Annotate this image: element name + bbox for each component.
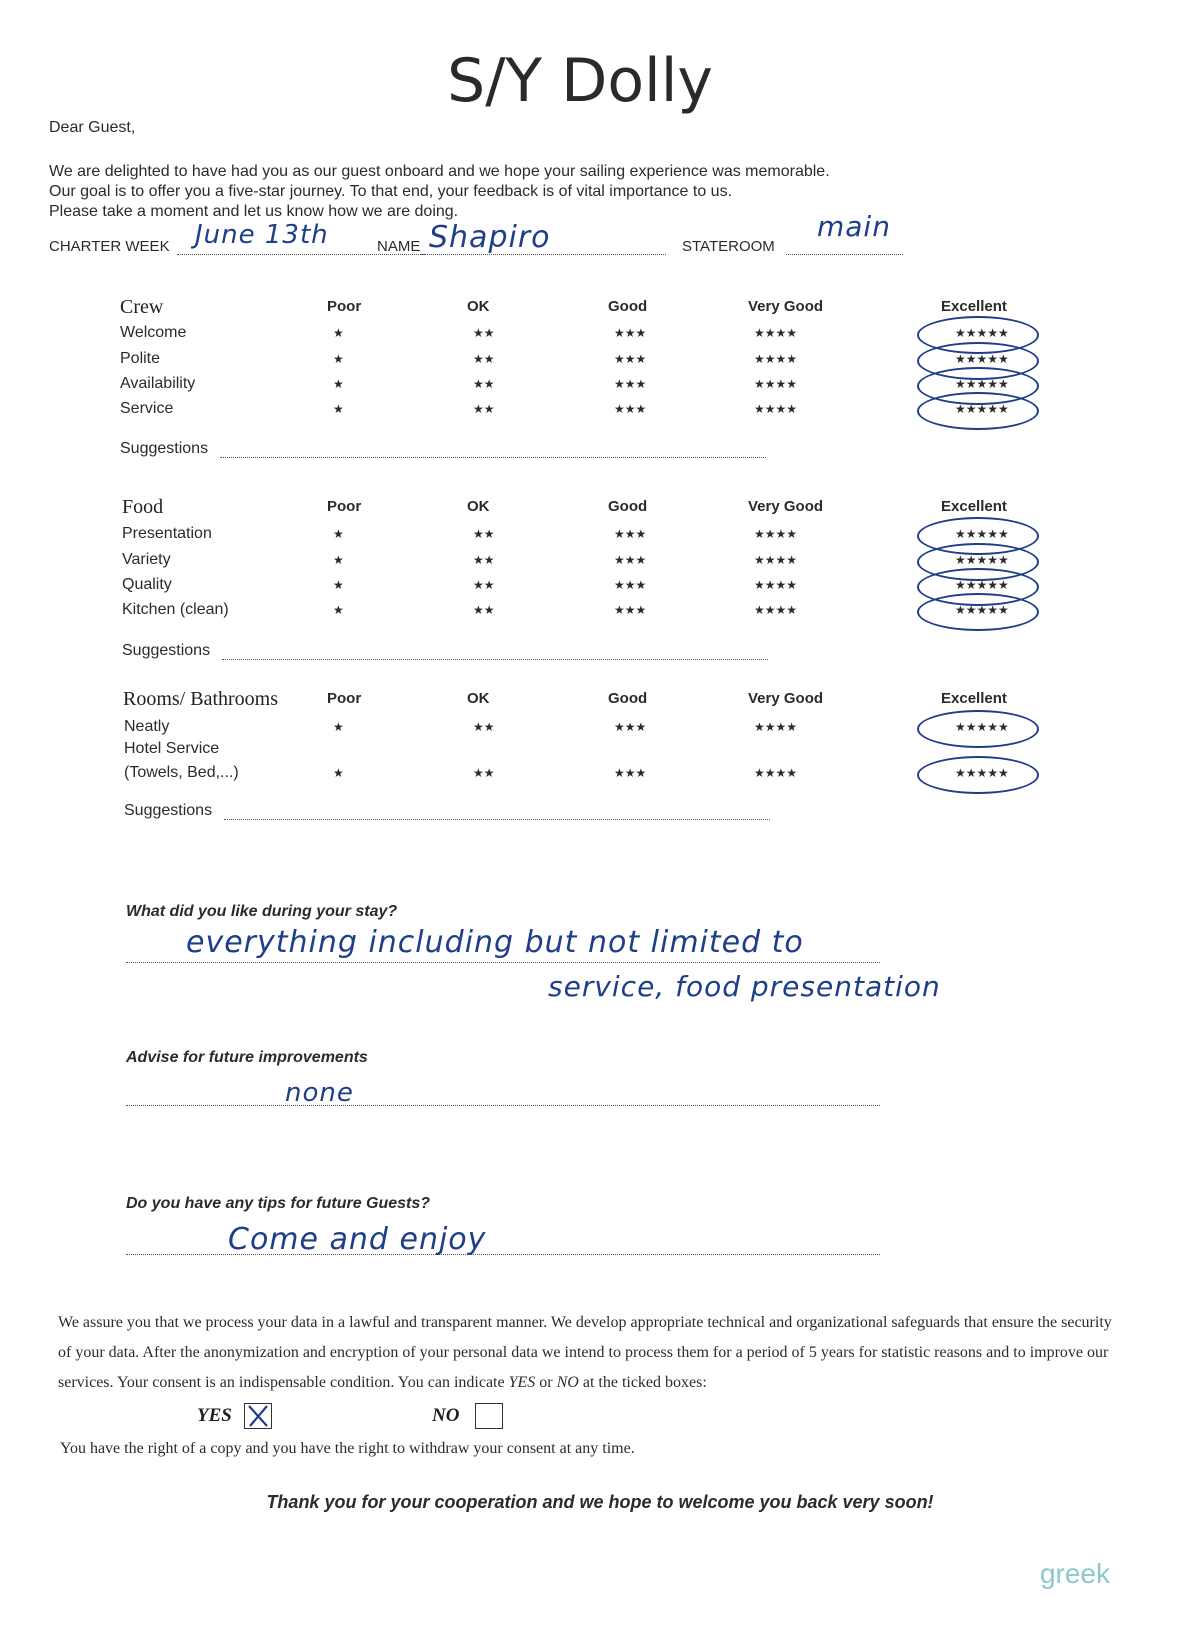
data-consent-text	[58, 1308, 1124, 1398]
rating-option-stars[interactable]: ★★★★	[754, 352, 798, 366]
rating-option-stars[interactable]: ★★★★	[754, 527, 798, 541]
rating-header-good: Good	[608, 298, 648, 315]
section-title: Rooms/ Bathrooms	[123, 688, 279, 710]
rating-option-stars[interactable]: ★	[333, 402, 344, 416]
rating-option-stars[interactable]: ★★★	[614, 553, 647, 567]
stateroom-label: STATEROOM	[682, 238, 775, 255]
rating-option-stars[interactable]: ★★★★★	[955, 352, 1009, 366]
stateroom-field[interactable]: main	[817, 210, 891, 243]
consent-no-label: NO	[432, 1405, 460, 1426]
rating-option-stars[interactable]: ★★★	[614, 377, 647, 391]
consent-yes-label: YES	[197, 1405, 232, 1426]
rating-option-stars[interactable]: ★★★★	[754, 326, 798, 340]
checkbox-x-mark-icon	[245, 1404, 271, 1428]
rating-option-stars[interactable]: ★	[333, 720, 344, 734]
rating-header-excellent: Excellent	[941, 690, 1007, 707]
rating-option-stars[interactable]: ★	[333, 553, 344, 567]
rating-option-stars[interactable]: ★★	[473, 578, 495, 592]
handwritten-answer[interactable]: none	[285, 1078, 354, 1108]
rating-option-stars[interactable]: ★★★★★	[955, 326, 1009, 340]
consent-rights-text: You have the right of a copy and you have the right to withdraw your consent at any time.	[60, 1440, 635, 1457]
rating-row-label: Availability	[120, 375, 196, 392]
rating-option-stars[interactable]: ★★★★★	[955, 603, 1009, 617]
rating-option-stars[interactable]: ★★★★	[754, 578, 798, 592]
answer-line	[126, 1105, 880, 1106]
intro-line: Our goal is to offer you a five-star journey. To that end, your feedback is of vital importance to us.	[49, 183, 733, 200]
rating-option-stars[interactable]: ★★	[473, 326, 495, 340]
rating-header-very-good: Very Good	[748, 298, 824, 315]
question-label: Do you have any tips for future Guests?	[126, 1195, 431, 1212]
rating-option-stars[interactable]: ★★	[473, 352, 495, 366]
selected-rating-circle	[917, 593, 1039, 631]
rating-row-label: Hotel Service	[124, 740, 220, 757]
rating-row-label: Polite	[120, 350, 161, 367]
rating-option-stars[interactable]: ★★★★★	[955, 553, 1009, 567]
greeting: Dear Guest,	[49, 119, 136, 136]
section-title: Food	[122, 496, 164, 518]
handwritten-answer[interactable]: Come and enjoy	[228, 1222, 487, 1257]
rating-option-stars[interactable]: ★★★★★	[955, 578, 1009, 592]
rating-option-stars[interactable]: ★★★	[614, 720, 647, 734]
rating-row-label: Welcome	[120, 324, 187, 341]
intro-paragraph	[49, 162, 830, 222]
consent-yes-checkbox[interactable]	[244, 1403, 272, 1429]
suggestions-label: Suggestions	[120, 440, 209, 457]
rating-header-excellent: Excellent	[941, 298, 1007, 315]
rating-option-stars[interactable]: ★★	[473, 553, 495, 567]
rating-option-stars[interactable]: ★★★★★	[955, 720, 1009, 734]
rating-header-ok: OK	[467, 498, 490, 515]
rating-row-label: Quality	[122, 576, 172, 593]
rating-row-sublabel: (Towels, Bed,...)	[124, 764, 239, 781]
rating-option-stars[interactable]: ★★★	[614, 326, 647, 340]
rating-option-stars[interactable]: ★★★★	[754, 766, 798, 780]
rating-option-stars[interactable]: ★★★	[614, 766, 647, 780]
rating-option-stars[interactable]: ★★★★	[754, 603, 798, 617]
answer-line	[126, 962, 880, 963]
rating-option-stars[interactable]: ★★★★★	[955, 377, 1009, 391]
rating-option-stars[interactable]: ★	[333, 578, 344, 592]
question-label: Advise for future improvements	[126, 1049, 368, 1066]
consent-no-word: NO	[556, 1374, 579, 1391]
handwritten-answer[interactable]: everything including but not limited to	[186, 925, 804, 960]
rating-option-stars[interactable]: ★	[333, 527, 344, 541]
consent-text-end: at the ticked boxes:	[578, 1374, 707, 1391]
suggestions-label: Suggestions	[124, 802, 213, 819]
name-label: NAME	[377, 238, 421, 255]
charter-week-field[interactable]: June 13th	[195, 220, 329, 250]
rating-option-stars[interactable]: ★★	[473, 720, 495, 734]
rating-row-label: Service	[120, 400, 174, 417]
charter-week-label: CHARTER WEEK	[49, 238, 170, 255]
rating-row-label: Neatly	[124, 718, 170, 735]
rating-option-stars[interactable]: ★	[333, 377, 344, 391]
selected-rating-circle	[917, 756, 1039, 794]
rating-option-stars[interactable]: ★★★★★	[955, 527, 1009, 541]
rating-header-poor: Poor	[327, 690, 362, 707]
rating-option-stars[interactable]: ★★★★★	[955, 402, 1009, 416]
rating-option-stars[interactable]: ★	[333, 326, 344, 340]
rating-header-good: Good	[608, 690, 648, 707]
rating-header-good: Good	[608, 498, 648, 515]
intro-line: We are delighted to have had you as our guest onboard and we hope your sailing experience was memorable.	[49, 163, 830, 180]
rating-option-stars[interactable]: ★★★★	[754, 402, 798, 416]
section-title: Crew	[120, 296, 164, 318]
rating-header-ok: OK	[467, 690, 490, 707]
form-title: S/Y Dolly	[447, 46, 713, 116]
intro-line: Please take a moment and let us know how we are doing.	[49, 203, 459, 220]
rating-option-stars[interactable]: ★	[333, 766, 344, 780]
name-field[interactable]: Shapiro	[429, 220, 551, 255]
rating-option-stars[interactable]: ★★★★	[754, 720, 798, 734]
selected-rating-circle	[917, 710, 1039, 748]
rating-row-label: Variety	[122, 551, 171, 568]
rating-option-stars[interactable]: ★★★	[614, 402, 647, 416]
suggestions-field[interactable]	[224, 819, 770, 820]
rating-option-stars[interactable]: ★★★	[614, 352, 647, 366]
consent-yes-word: YES	[508, 1374, 536, 1391]
rating-option-stars[interactable]: ★	[333, 603, 344, 617]
rating-header-excellent: Excellent	[941, 498, 1007, 515]
question-label: What did you like during your stay?	[126, 903, 398, 920]
consent-text: We assure you that we process your data in a lawful and transparent manner. We develop appropriate technical and organizational safeguards that ensure the security of your data. After the anonymization and encryption of your personal data we intend to process them for a period of 5 years for statistic reasons and to improve our services. Your consent is an indispensable condition. You can indicate	[58, 1314, 1112, 1391]
rating-header-poor: Poor	[327, 498, 362, 515]
thank-you-message: Thank you for your cooperation and we hope to welcome you back very soon!	[266, 1492, 934, 1512]
handwritten-answer[interactable]: service, food presentation	[548, 970, 941, 1003]
rating-option-stars[interactable]: ★★	[473, 527, 495, 541]
rating-header-very-good: Very Good	[748, 498, 824, 515]
suggestions-field[interactable]	[220, 457, 766, 458]
rating-option-stars[interactable]: ★★	[473, 377, 495, 391]
rating-option-stars[interactable]: ★★	[473, 766, 495, 780]
watermark-logo: greek	[1039, 1558, 1110, 1589]
rating-header-poor: Poor	[327, 298, 362, 315]
rating-option-stars[interactable]: ★★★	[614, 527, 647, 541]
consent-or-word: or	[535, 1374, 557, 1391]
rating-header-very-good: Very Good	[748, 690, 824, 707]
stateroom-line	[786, 254, 903, 255]
rating-row-label: Presentation	[122, 525, 212, 542]
rating-option-stars[interactable]: ★★★	[614, 578, 647, 592]
rating-option-stars[interactable]: ★★	[473, 402, 495, 416]
rating-option-stars[interactable]: ★★★★★	[955, 766, 1009, 780]
rating-row-label: Kitchen (clean)	[122, 601, 229, 618]
rating-option-stars[interactable]: ★	[333, 352, 344, 366]
consent-no-checkbox[interactable]	[475, 1403, 503, 1429]
suggestions-field[interactable]	[222, 659, 768, 660]
rating-option-stars[interactable]: ★★	[473, 603, 495, 617]
rating-option-stars[interactable]: ★★★★	[754, 553, 798, 567]
rating-option-stars[interactable]: ★★★★	[754, 377, 798, 391]
rating-header-ok: OK	[467, 298, 490, 315]
selected-rating-circle	[917, 392, 1039, 430]
rating-option-stars[interactable]: ★★★	[614, 603, 647, 617]
suggestions-label: Suggestions	[122, 642, 211, 659]
